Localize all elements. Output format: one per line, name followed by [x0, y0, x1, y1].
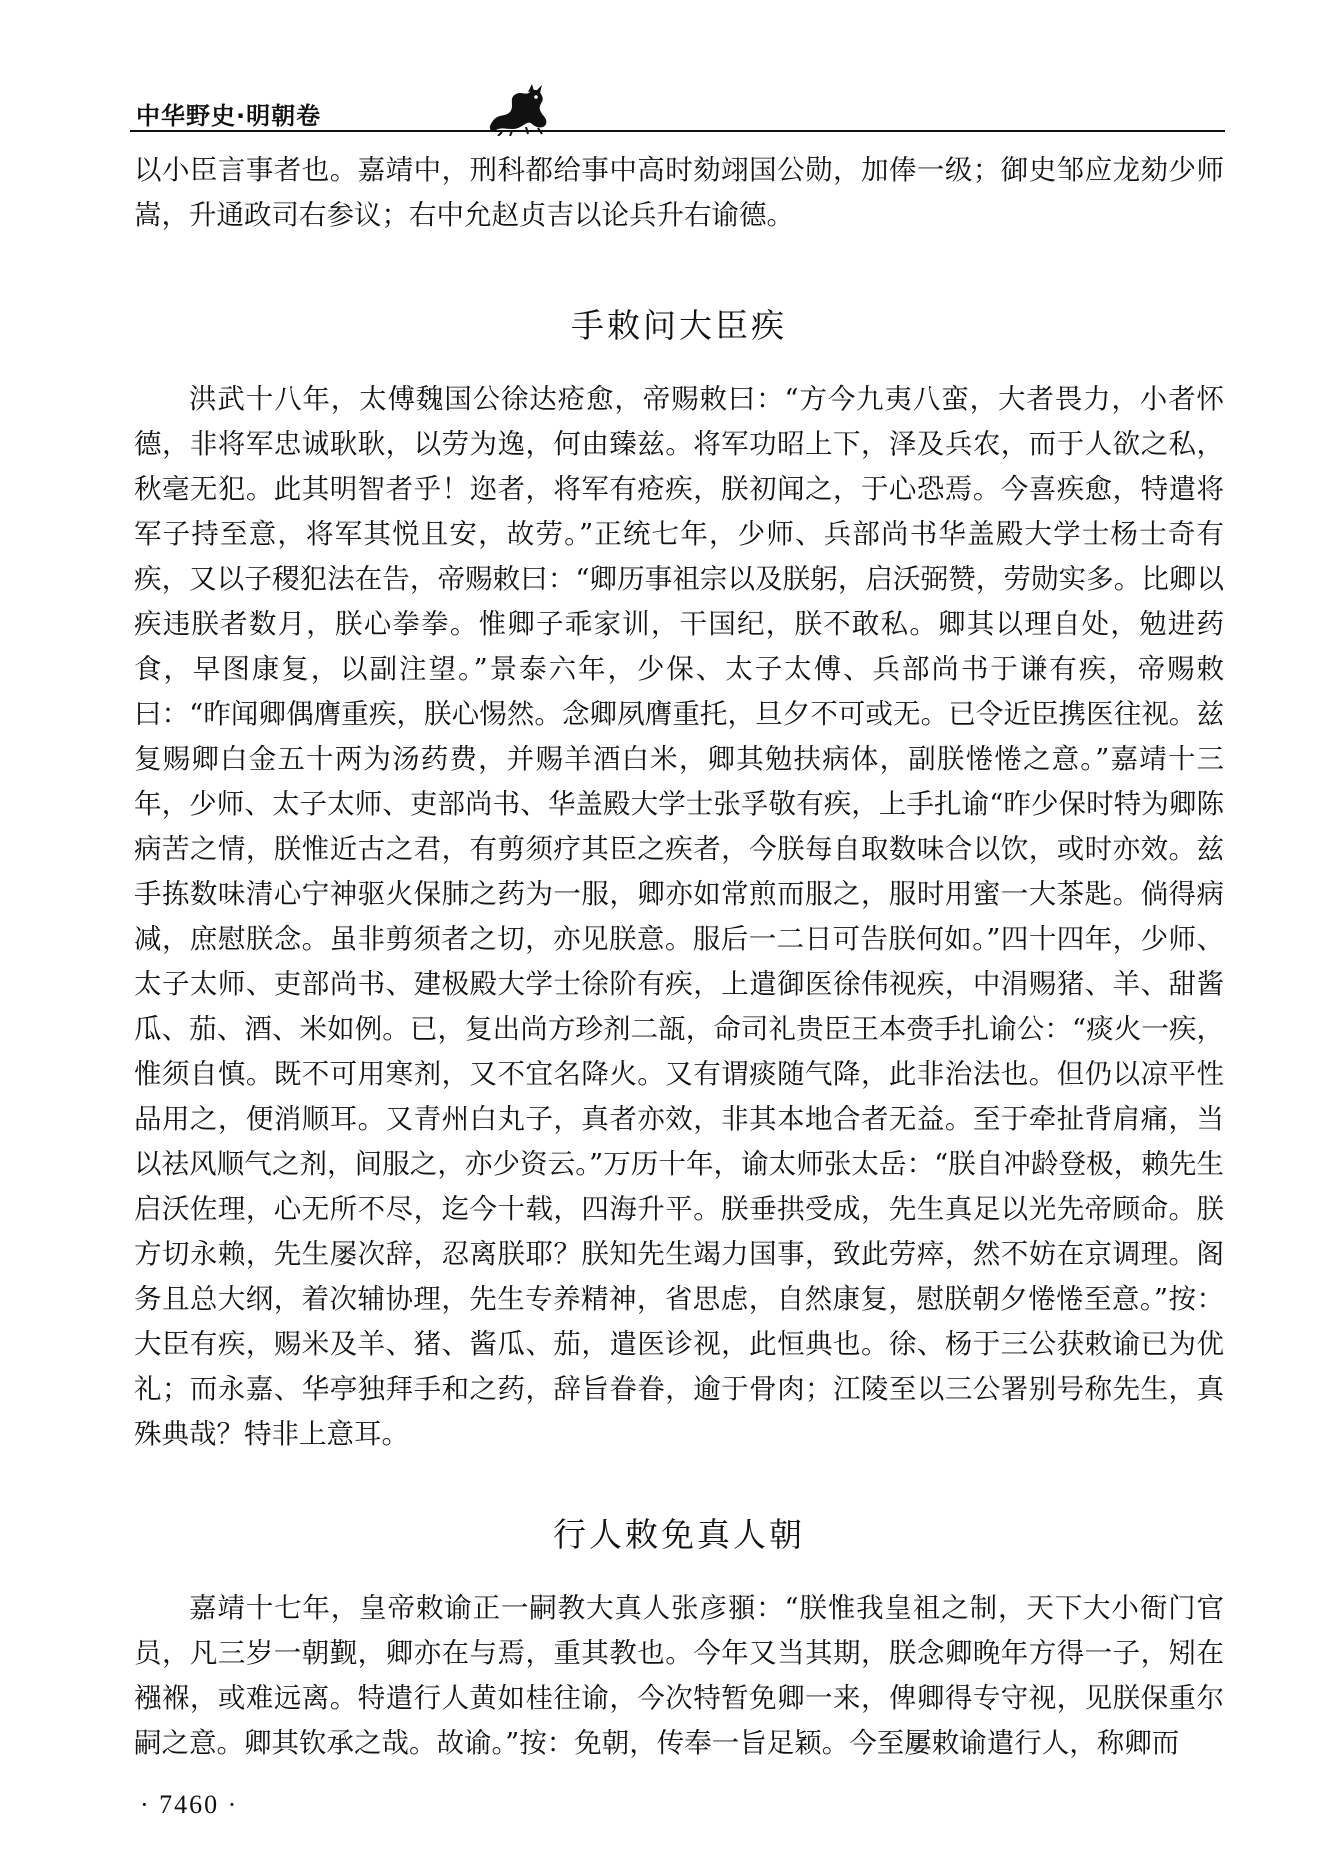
book-title: 中华野史·明朝卷: [136, 102, 322, 130]
intro-paragraph: 以小臣言事者也。嘉靖中，刑科都给事中高时劾翊国公勋，加俸一级；御史邹应龙劾少师嵩，升通政司右参议；右中允赵贞吉以论兵升右谕德。: [134, 154, 1224, 231]
section-title: 行人敕免真人朝: [553, 1515, 805, 1554]
section-title: 手敕问大臣疾: [571, 306, 787, 345]
dragon-icon: [482, 82, 552, 136]
page-content: [134, 148, 1224, 1766]
section-body: 嘉靖十七年，皇帝敕谕正一嗣教大真人张彦頨：“朕惟我皇祖之制，天下大小衙门官员，凡三岁一朝觐，卿亦在与焉，重其教也。今年又当其期，朕念卿晚年方得一子，矧在襁褓，或难远离。特遣行人黄如桂往谕，今次特暂免卿一来，俾卿得专守视，见朕保重尔嗣之意。卿其钦承之哉。故谕。”按：免朝，传奉一旨足颖。今至屢敕谕遣行人，称卿而: [134, 1592, 1224, 1759]
page-number: · 7460 ·: [140, 1790, 239, 1819]
section-body: 洪武十八年，太傅魏国公徐达疮愈，帝赐敕曰：“方今九夷八蛮，大者畏力，小者怀德，非将军忠诚耿耿，以劳为逸，何由臻兹。将军功昭上下，泽及兵农，而于人欲之私，秋毫无犯。此其明智者乎！迩者，将军有疮疾，朕初闻之，于心恐焉。今喜疾愈，特遣将军子持至意，将军其悦且安，故劳。”正统七年，少师、兵部尚书华盖殿大学士杨士奇有疾，又以子稷犯法在告，帝赐敕曰：“卿历事祖宗以及朕躬，启沃弼赞，劳勋实多。比卿以疾违朕者数月，朕心拳拳。惟卿子乖家训，干国纪，朕不敢私。卿其以理自处，勉进药食，早图康复，以副注望。”景泰六年，少保、太子太傅、兵部尚书于谦有疾，帝赐敕曰：“昨闻卿偶膺重疾，朕心惕然。念卿夙膺重托，旦夕不可或无。已令近臣携医往视。兹复赐卿白金五十两为汤药费，并赐羊酒白米，卿其勉扶病体，副朕惓惓之意。”嘉靖十三年，少师、太子太师、吏部尚书、华盖殿大学士张孚敬有疾，上手扎谕“昨少保时特为卿陈病苦之情，朕惟近古之君，有剪须疗其臣之疾者，今朕每自取数味合以饮，或时亦效。兹手拣数味清心宁神驱火保肺之药为一服，卿亦如常煎而服之，服时用蜜一大茶匙。倘得病减，庶慰朕念。虽非剪须者之切，亦见朕意。服后一二日可告朕何如。”四十四年，少师、太子太师、吏部尚书、建极殿大学士徐阶有疾，上遣御医徐伟视疾，中涓赐猪、羊、甜酱瓜、茄、酒、米如例。已，复出尚方珍剂二瓿，命司礼贵臣王本赍手扎谕公：“痰火一疾，惟须自慎。既不可用寒剂，又不宜名降火。又有谓痰随气降，此非治法也。但仍以凉平性品用之，便消顺耳。又青州白丸子，真者亦效，非其本地合者无益。至于牵扯背肩痛，当以祛风顺气之剂，间服之，亦少资云。”万历十年，谕太师张太岳：“朕自冲龄登极，赖先生启沃佐理，心无所不尽，迄今十载，四海升平。朕垂拱受成，先生真足以光先帝顾命。朕方切永赖，先生屡次辞，忍离朕耶？朕知先生竭力国事，致此劳瘁，然不妨在京调理。阁务且总大纲，着次辅协理，先生专养精神，省思虑，自然康复，慰朕朝夕惓惓至意。”按：大臣有疾，赐米及羊、猪、酱瓜、茄，遣医诊视，此恒典也。徐、杨于三公获敕谕已为优礼；而永嘉、华亭独拜手和之药，辞旨眷眷，逾于骨肉；江陵至以三公署别号称先生，真殊典哉？特非上意耳。: [134, 383, 1224, 1450]
running-header: [130, 84, 1230, 132]
header-rule: [130, 130, 1225, 132]
